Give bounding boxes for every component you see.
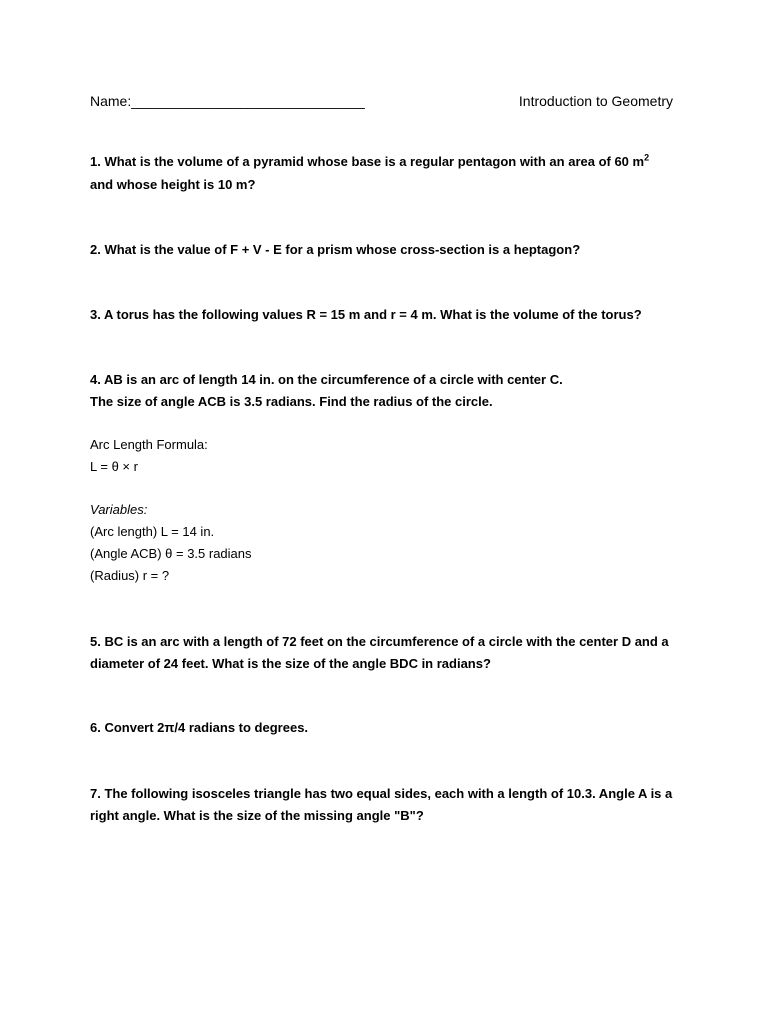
question-5-line-2: diameter of 24 feet. What is the size of the angle BDC in radians? (90, 656, 491, 671)
question-2-line-1: 2. What is the value of F + V - E for a prism whose cross-section is a heptagon? (90, 242, 581, 257)
arc-length-formula-label: Arc Length Formula: (90, 437, 208, 452)
variable-arc-length: (Arc length) L = 14 in. (90, 524, 215, 539)
name-field-label: Name:______________________________ (90, 93, 365, 109)
question-6-line-1: 6. Convert 2π/4 radians to degrees. (90, 720, 309, 735)
variable-angle: (Angle ACB) θ = 3.5 radians (90, 546, 252, 561)
superscript-squared: 2 (644, 152, 650, 163)
question-4-line-1: 4. AB is an arc of length 14 in. on the circumference of a circle with center C. (90, 372, 563, 387)
question-7-line-1: 7. The following isosceles triangle has two equal sides, each with a length of 10.3. Angle A is a (90, 786, 673, 801)
question-1-line-2: and whose height is 10 m? (90, 177, 256, 192)
question-1-text: 1. What is the volume of a pyramid whose base is a regular pentagon with an area of 60 m (90, 154, 645, 169)
question-7-line-2: right angle. What is the size of the missing angle "B"? (90, 808, 424, 823)
variables-label: Variables: (90, 502, 148, 517)
question-3-line-1: 3. A torus has the following values R = 15 m and r = 4 m. What is the volume of the torus? (90, 307, 642, 322)
arc-length-formula: L = θ × r (90, 459, 138, 474)
variable-radius: (Radius) r = ? (90, 568, 170, 583)
question-5-line-1: 5. BC is an arc with a length of 72 feet on the circumference of a circle with the center D and a (90, 634, 669, 649)
question-1-line-1 (90, 153, 649, 171)
question-4-line-2: The size of angle ACB is 3.5 radians. Find the radius of the circle. (90, 394, 493, 409)
course-title: Introduction to Geometry (518, 93, 673, 109)
